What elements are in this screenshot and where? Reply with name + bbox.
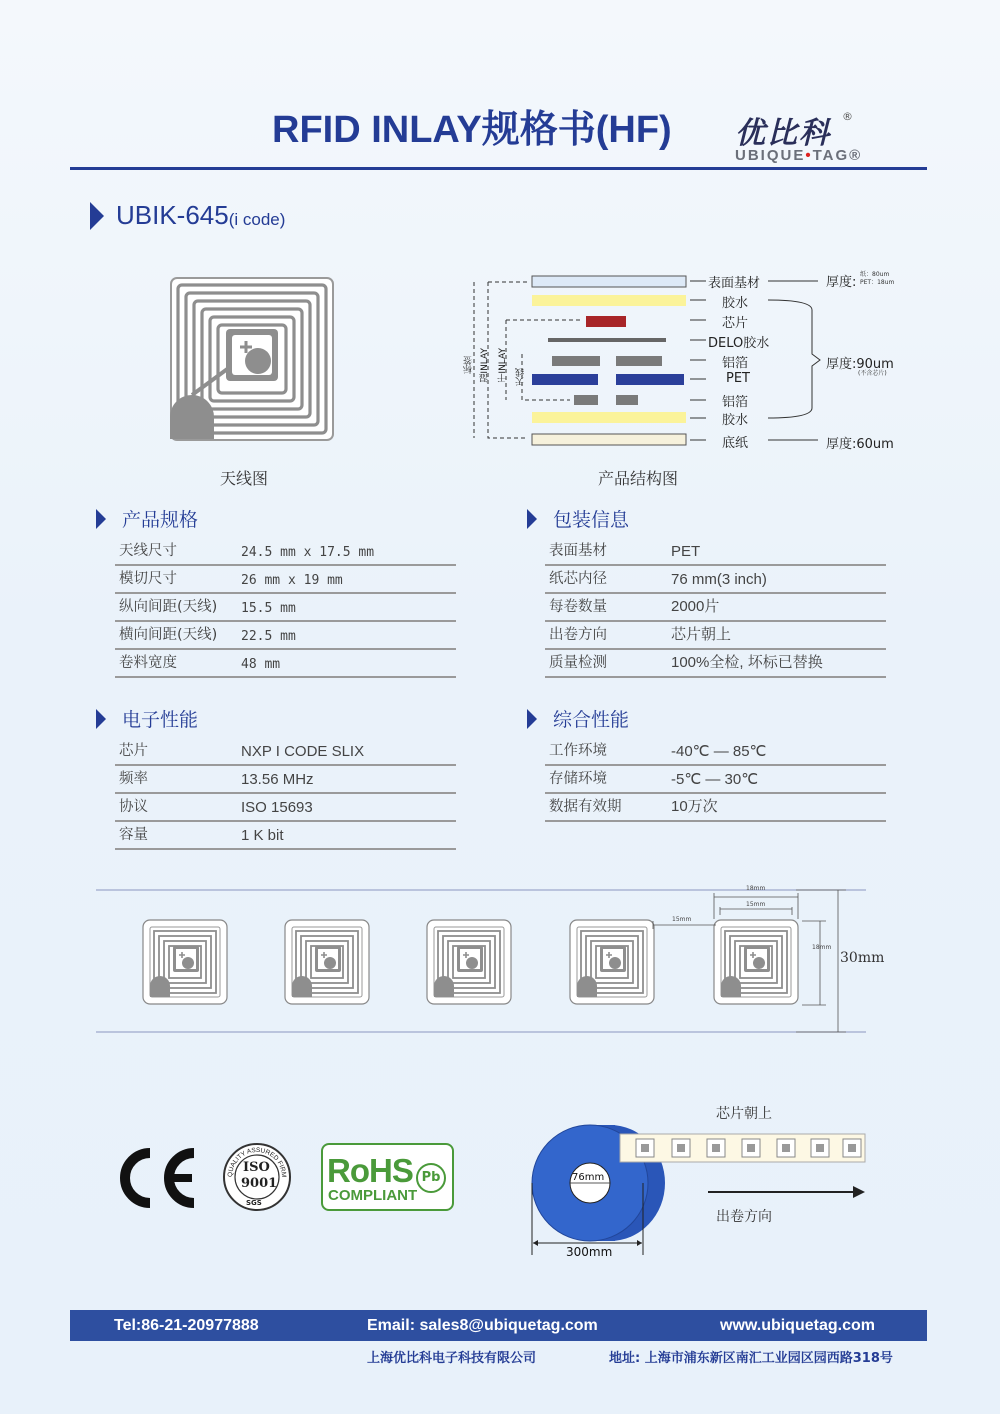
triangle-marker-icon — [527, 709, 537, 729]
iso-number: 9001 — [241, 1176, 278, 1191]
table-row — [545, 594, 886, 622]
row-value: 100%全检, 坏标已替换 — [671, 654, 823, 671]
table-row — [115, 594, 456, 622]
section-electrical-title: 电子性能 — [122, 709, 199, 731]
table-row — [115, 766, 456, 794]
row-key: 出卷方向 — [549, 627, 607, 643]
header-rule — [70, 167, 927, 170]
footer-website[interactable]: www.ubiquetag.com — [720, 1317, 875, 1334]
row-value: NXP I CODE SLIX — [241, 743, 365, 760]
triangle-marker-icon — [96, 709, 106, 729]
iso-ring-text: QUALITY ASSURED FIRM — [226, 1146, 288, 1178]
triangle-marker-icon — [90, 202, 104, 230]
antenna-caption: 天线图 — [220, 469, 269, 488]
out-direction-label: 出卷方向 — [716, 1209, 772, 1225]
row-key: 质量检测 — [549, 655, 607, 671]
general-table — [545, 738, 886, 822]
section-general-title: 综合性能 — [553, 709, 630, 731]
sgs-text: SGS — [246, 1199, 262, 1207]
layer-label-delo: DELO胶水 — [708, 336, 770, 351]
vlabel-dry-inlay: 干INLAY — [498, 348, 508, 383]
table-row — [545, 738, 886, 766]
footer-tel[interactable]: Tel:86-21-20977888 — [114, 1317, 259, 1334]
packing-table — [545, 538, 886, 678]
table-row — [115, 794, 456, 822]
layer-label-glue2: 胶水 — [722, 413, 749, 428]
row-value: PET — [671, 543, 701, 560]
vlabel-label: 标签 — [464, 356, 474, 374]
footer-bar — [70, 1310, 927, 1341]
table-row — [545, 622, 886, 650]
row-key: 容量 — [119, 827, 148, 843]
row-value: 26 mm x 19 mm — [241, 573, 343, 588]
iso-text: ISO — [243, 1160, 270, 1175]
row-key: 表面基材 — [549, 543, 607, 559]
footer-address: 地址: 上海市浦东新区南汇工业园区园西路318号 — [609, 1351, 893, 1366]
vlabel-antenna: 天线 — [516, 368, 526, 386]
pb-free-icon: Pb — [416, 1163, 446, 1193]
rohs-compliant: COMPLIANT — [328, 1187, 418, 1204]
outer-diameter-label: 300mm — [566, 1245, 613, 1259]
row-value: 76 mm(3 inch) — [671, 571, 767, 588]
dim-15mm-top: 15mm — [746, 901, 766, 908]
row-key: 天线尺寸 — [119, 543, 177, 559]
logo-cn: 优比科 — [735, 116, 831, 151]
structure-caption: 产品结构图 — [598, 469, 679, 488]
row-value: 48 mm — [241, 657, 281, 672]
row-value: 15.5 mm — [241, 601, 296, 616]
antenna-diagram — [170, 277, 334, 441]
layer-label-chip: 芯片 — [722, 316, 749, 331]
layer-label-foil: 铝箔 — [722, 356, 749, 371]
table-row — [115, 738, 456, 766]
layer-label-surface: 表面基材 — [708, 276, 761, 291]
table-row — [115, 538, 456, 566]
row-value: 1 K bit — [241, 827, 284, 844]
logo-en-dot: • — [805, 147, 813, 164]
section-specs-heading — [96, 505, 198, 532]
row-value: ISO 15693 — [241, 799, 313, 816]
section-general-heading — [527, 705, 629, 732]
thickness-bot: 厚度:60um — [826, 437, 894, 452]
logo-en-a: UBIQUE — [735, 147, 806, 164]
row-value: 2000片 — [671, 598, 720, 615]
footer-company: 上海优比科电子科技有限公司 — [367, 1351, 537, 1366]
section-specs-title: 产品规格 — [122, 509, 199, 531]
dim-18mm-side: 18mm — [812, 944, 832, 951]
thickness-mid: 厚度:90um — [826, 357, 894, 372]
row-key: 模切尺寸 — [119, 571, 177, 587]
section-packing-heading — [527, 505, 629, 532]
layer-label-foil2: 铝箔 — [722, 395, 749, 410]
core-diameter-label: 76mm — [572, 1172, 605, 1183]
thickness-top-a: 纸：80um — [860, 271, 890, 278]
table-row — [115, 822, 456, 850]
table-row — [545, 538, 886, 566]
table-row — [115, 622, 456, 650]
table-row — [115, 566, 456, 594]
row-key: 数据有效期 — [549, 799, 622, 815]
row-key: 存储环境 — [549, 771, 607, 787]
thickness-top-label: 厚度: — [826, 275, 857, 290]
vlabel-wet-inlay: 湿INLAY — [480, 348, 490, 383]
layer-label-glue: 胶水 — [722, 296, 749, 311]
rohs-text: RoHS — [327, 1152, 413, 1189]
section-electrical-heading — [96, 705, 198, 732]
model-sub: (i code) — [228, 209, 286, 229]
row-value: 22.5 mm — [241, 629, 296, 644]
logo-en — [735, 147, 862, 164]
layer-label-pet: PET — [726, 371, 750, 386]
row-key: 协议 — [119, 799, 148, 815]
logo-en-b: TAG® — [812, 147, 863, 164]
specs-table — [115, 538, 456, 678]
footer-email[interactable]: Email: sales8@ubiquetag.com — [367, 1317, 598, 1334]
thickness-top-b: PET：18um — [860, 279, 895, 286]
chip-up-label: 芯片朝上 — [716, 1106, 772, 1122]
thickness-mid-note: (不含芯片) — [858, 370, 887, 377]
triangle-marker-icon — [527, 509, 537, 529]
row-key: 每卷数量 — [549, 599, 607, 615]
logo-reg: ® — [842, 110, 853, 123]
inlay-strip-diagram — [96, 885, 886, 1037]
row-key: 纵向间距(天线) — [119, 599, 218, 615]
model-name: UBIK-645 — [116, 200, 229, 230]
row-key: 横向间距(天线) — [119, 627, 218, 643]
page-title: RFID INLAY规格书(HF) — [272, 109, 672, 151]
row-key: 频率 — [119, 771, 148, 787]
model-heading — [90, 200, 285, 231]
dim-15mm-gap: 15mm — [672, 916, 692, 923]
row-value: 24.5 mm x 17.5 mm — [241, 545, 375, 560]
row-key: 工作环境 — [549, 743, 607, 759]
electrical-table — [115, 738, 456, 850]
row-key: 卷料宽度 — [119, 655, 177, 671]
table-row — [545, 650, 886, 678]
layer-label-liner: 底纸 — [722, 436, 749, 451]
row-value: 13.56 MHz — [241, 771, 314, 788]
row-key: 纸芯内径 — [549, 571, 607, 587]
row-value: -5℃ — 30℃ — [671, 771, 759, 788]
row-value: 芯片朝上 — [671, 626, 732, 643]
ce-mark-icon — [114, 1145, 200, 1211]
table-row — [115, 650, 456, 678]
table-row — [545, 766, 886, 794]
table-row — [545, 566, 886, 594]
table-row — [545, 794, 886, 822]
thickness-top-values — [860, 271, 894, 287]
section-packing-title: 包装信息 — [553, 509, 630, 531]
row-value: 10万次 — [671, 798, 718, 815]
dim-18mm-top: 18mm — [746, 885, 766, 892]
triangle-marker-icon — [96, 509, 106, 529]
row-value: -40℃ — 85℃ — [671, 743, 767, 760]
dim-30mm: 30mm — [840, 950, 885, 966]
row-key: 芯片 — [119, 743, 148, 759]
